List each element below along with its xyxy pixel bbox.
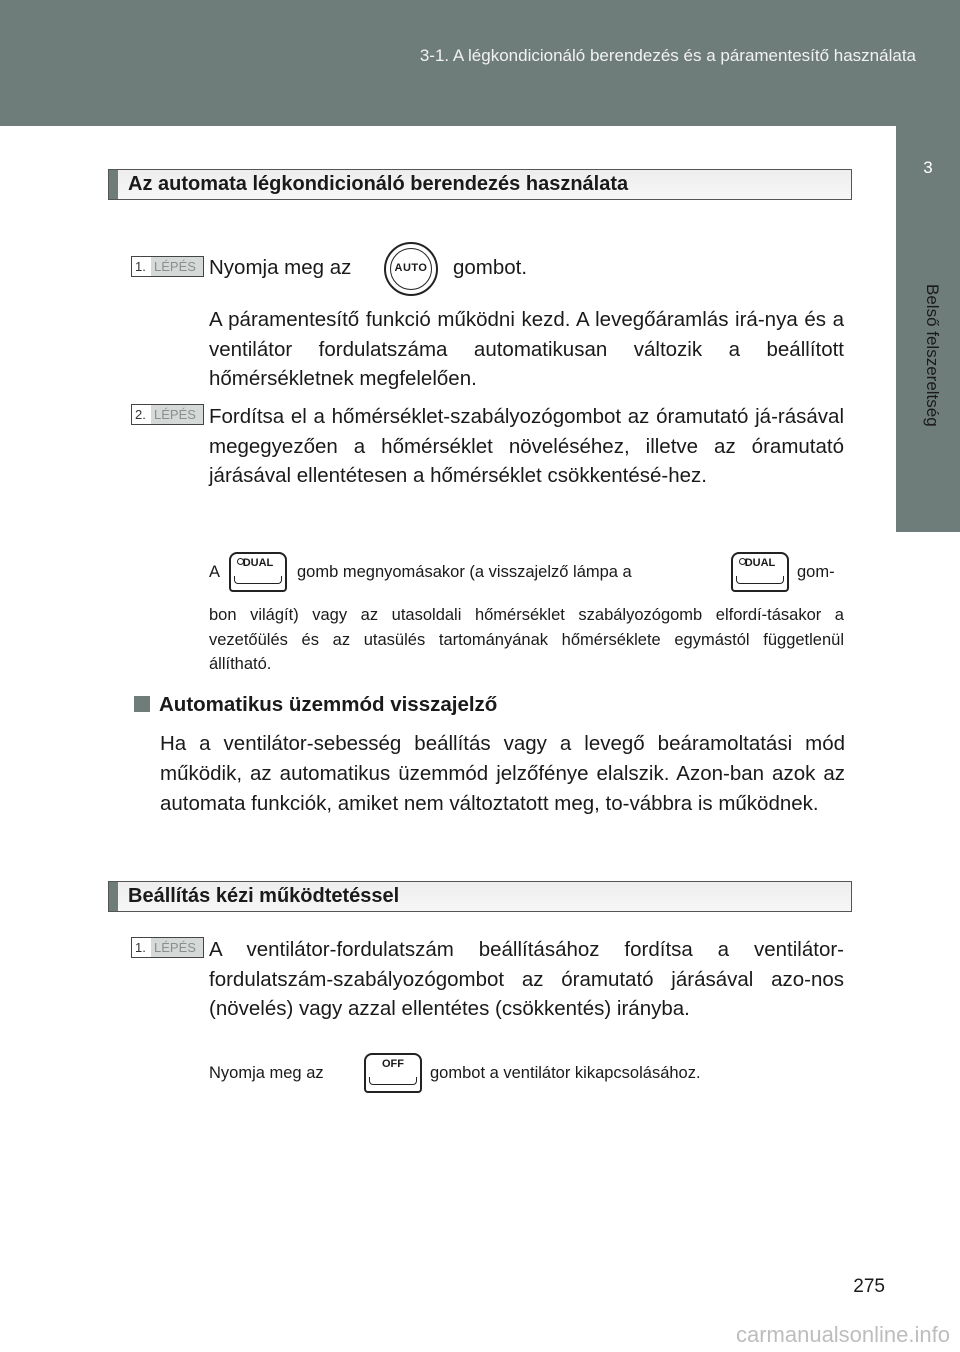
dual-button-label: DUAL — [744, 557, 776, 569]
square-bullet-icon — [134, 696, 150, 712]
subsection-paragraph: Ha a ventilátor-sebesség beállítás vagy a levegő beáramoltatási mód működik, az automatikus üzemmód jelzőfénye elalszik. Azon-ban azok az automata funkciók, amiket nem változtatott meg, to-vábbra is működnek. — [160, 732, 845, 815]
manual-step1-paragraph: A ventilátor-fordulatszám beállításához fordítsa a ventilátor-fordulatszám-szabályozógombot az óramutató járásával azo-nos (növelés) vagy azzal ellentétes (csökkentés) irányba. — [209, 938, 844, 1020]
step-number: 1. — [135, 259, 146, 274]
step-badge-1 — [131, 256, 204, 277]
dual-button-label: DUAL — [242, 557, 274, 569]
step-badge-2 — [131, 404, 204, 425]
step-badge-1-manual — [131, 937, 204, 958]
section-heading-text: Beállítás kézi működtetéssel — [128, 885, 400, 907]
section-heading-manual — [108, 881, 852, 912]
note-suffix: gom- — [797, 563, 835, 581]
step1-line-after: gombot. — [453, 256, 528, 279]
chapter-title: 3-1. A légkondicionáló berendezés és a páramentesítő használata — [419, 46, 916, 65]
step-word: LÉPÉS — [151, 257, 203, 276]
step1-line-before: Nyomja meg az — [209, 256, 352, 279]
auto-button-label: AUTO — [394, 262, 428, 274]
step1-paragraph: A páramentesítő funkció működni kezd. A levegőáramlás irá-nya és a ventilátor fordulatszáma automatikusan változik a beállított hőmérsékletnek megfelelően. — [209, 308, 844, 390]
section-heading-text: Az automata légkondicionáló berendezés használata — [128, 173, 629, 195]
off-button-icon — [364, 1053, 422, 1093]
auto-button-icon — [384, 242, 438, 296]
page-number: 275 — [853, 1276, 885, 1297]
dual-button-icon-2 — [731, 552, 789, 592]
off-note-prefix: Nyomja meg az — [209, 1064, 324, 1082]
page-header — [0, 0, 960, 126]
off-button-label: OFF — [382, 1058, 404, 1070]
step-word: LÉPÉS — [151, 938, 203, 957]
section-heading-automatic — [108, 169, 852, 200]
note-middle: gomb megnyomásakor (a visszajelző lámpa a — [297, 563, 632, 581]
chapter-label: Belső felszereltség — [923, 284, 942, 427]
watermark: carmanualsonline.info — [735, 1322, 950, 1347]
off-note-suffix: gombot a ventilátor kikapcsolásához. — [430, 1064, 701, 1082]
chapter-number: 3 — [923, 158, 933, 177]
subsection-title: Automatikus üzemmód visszajelző — [159, 693, 498, 716]
step2-paragraph: Fordítsa el a hőmérséklet-szabályozógombot az óramutató já-rásával megegyezően a hőmérséklet növeléséhez, illetve az óramutató járásával ellentétesen a hőmérséklet csökkentésé-hez. — [209, 405, 844, 487]
note-prefix: A — [209, 563, 221, 581]
step-number: 2. — [135, 407, 146, 422]
note-paragraph: bon világít) vagy az utasoldali hőmérséklet szabályozógomb elfordí-tásakor a vezetőülés és az utasülés tartományának hőmérséklete egymástól függetlenül állítható. — [209, 606, 844, 673]
chapter-side-tab — [896, 126, 960, 532]
heading-accent-bar — [109, 882, 118, 911]
step-word: LÉPÉS — [151, 405, 203, 424]
dual-button-icon — [229, 552, 287, 592]
step-number: 1. — [135, 940, 146, 955]
heading-accent-bar — [109, 170, 118, 199]
subsection-heading — [134, 693, 497, 717]
